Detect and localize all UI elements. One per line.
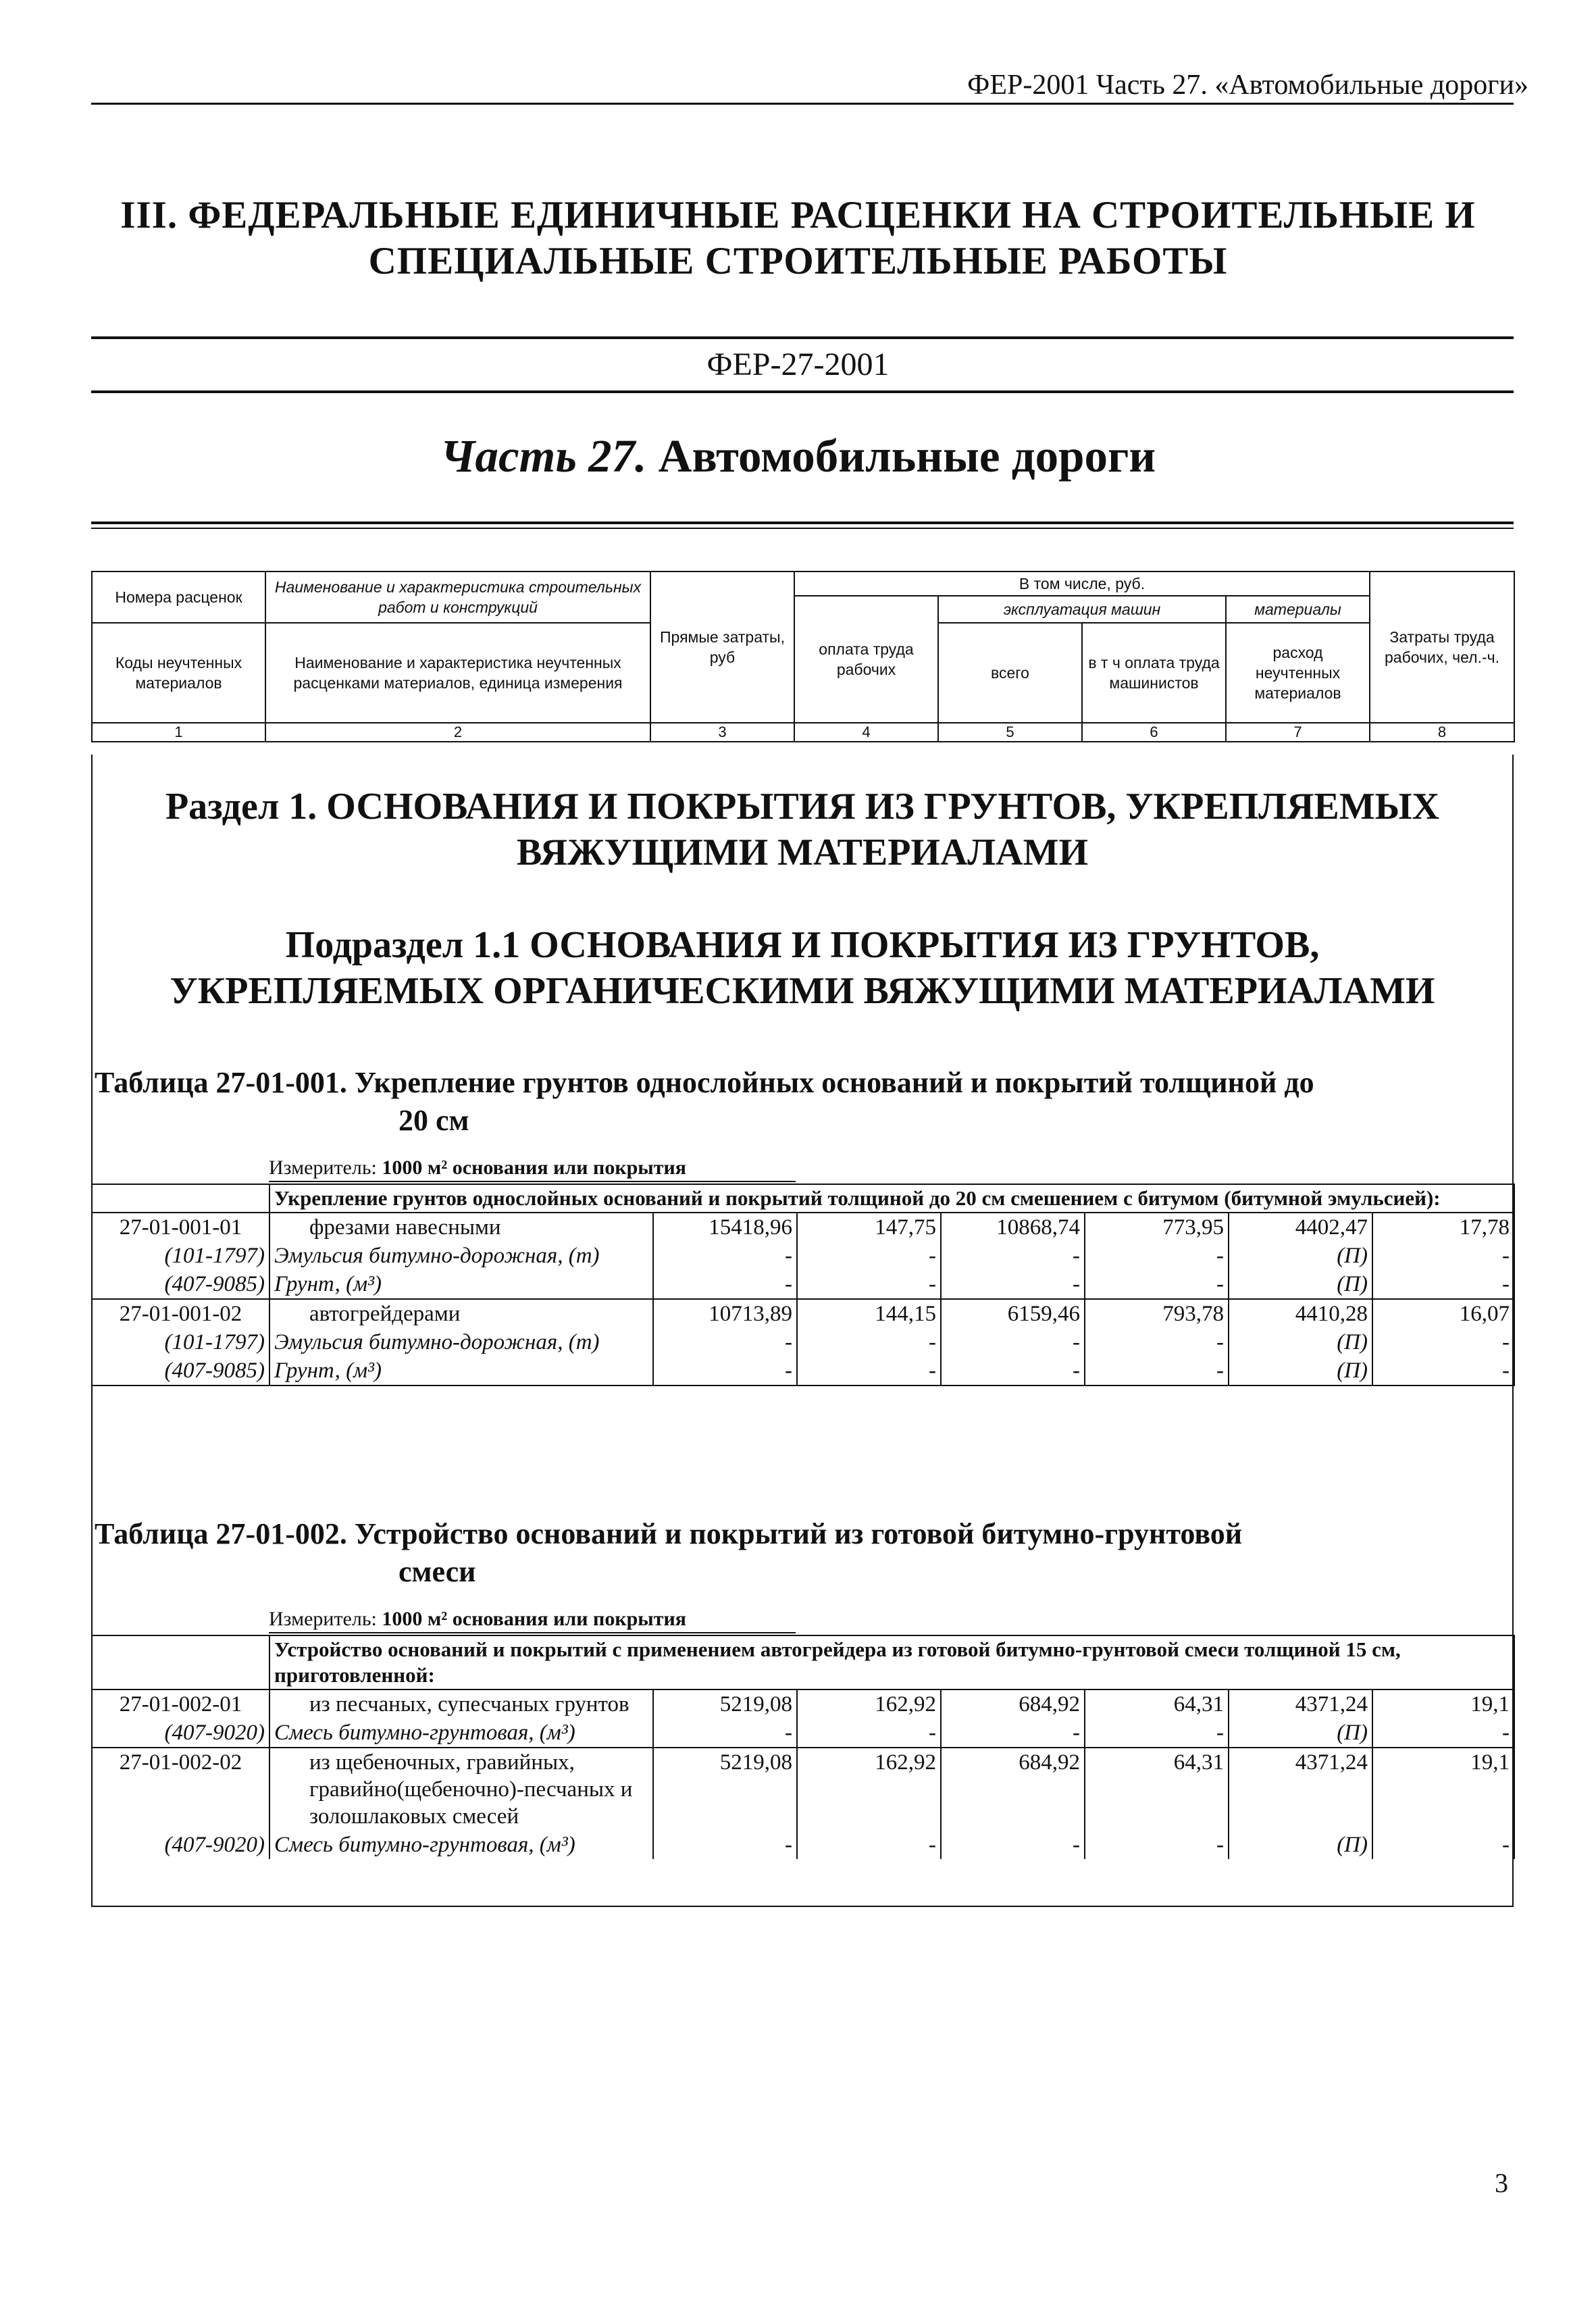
table1-measure-value: 1000 м² основания или покрытия [382, 1156, 686, 1179]
table2-group-row [92, 1635, 1514, 1689]
cell: (П) [1229, 1270, 1372, 1299]
rate-code: 27-01-002-01 [92, 1689, 269, 1719]
cell: - [941, 1270, 1085, 1299]
header-direct-costs: Прямые затраты, руб [650, 571, 794, 723]
chapter-title-line2: СПЕЦИАЛЬНЫЕ СТРОИТЕЛЬНЫЕ РАБОТЫ [368, 240, 1228, 282]
machines-wage: 793,78 [1085, 1299, 1229, 1328]
cell: - [653, 1356, 797, 1386]
wage: 144,15 [797, 1299, 941, 1328]
labor-costs: 19,1 [1372, 1689, 1514, 1719]
header-materials: материалы [1226, 596, 1370, 623]
table-row [92, 1831, 1514, 1859]
table-row [92, 1719, 1514, 1748]
material-name: Эмульсия битумно-дорожная, (т) [269, 1242, 653, 1270]
cell: - [797, 1356, 941, 1386]
table1-title [95, 1064, 1506, 1140]
table-row [92, 1328, 1514, 1356]
cell: - [797, 1270, 941, 1299]
machines-total: 684,92 [941, 1748, 1085, 1831]
part-title-text: Автомобильные дороги [658, 430, 1156, 482]
cell: (П) [1229, 1719, 1372, 1748]
direct-costs: 15418,96 [653, 1213, 797, 1242]
running-head: ФЕР-2001 Часть 27. «Автомобильные дороги» [967, 70, 1528, 101]
material-name: Эмульсия битумно-дорожная, (т) [269, 1328, 653, 1356]
header-machines: эксплуатация машин [938, 596, 1226, 623]
chapter-title [0, 193, 1596, 284]
cell: - [653, 1328, 797, 1356]
materials: 4371,24 [1229, 1689, 1372, 1719]
labor-costs: 17,78 [1372, 1213, 1514, 1242]
machines-total: 10868,74 [941, 1213, 1085, 1242]
chapter-title-line1: III. ФЕДЕРАЛЬНЫЕ ЕДИНИЧНЫЕ РАСЦЕНКИ НА СТРОИТЕЛЬНЫЕ И [120, 194, 1476, 236]
header-num-4: 4 [794, 723, 938, 742]
section-title-line2: ВЯЖУЩИМИ МАТЕРИАЛАМИ [516, 832, 1088, 873]
table2-title [95, 1515, 1506, 1591]
subsection-title-line2: УКРЕПЛЯЕМЫХ ОРГАНИЧЕСКИМИ ВЯЖУЩИМИ МАТЕРИАЛАМИ [170, 970, 1435, 1012]
cell: - [797, 1328, 941, 1356]
wage: 162,92 [797, 1748, 941, 1831]
cell: - [941, 1831, 1085, 1859]
code-title-rule-bottom [91, 390, 1514, 393]
material-code: (407-9085) [92, 1356, 269, 1386]
cell: - [1085, 1831, 1229, 1859]
cell: (П) [1229, 1356, 1372, 1386]
header-col2-bottom: Наименование и характеристика неучтенных расценками материалов, единица измерения [265, 623, 650, 723]
header-materials-usage: расход неучтенных материалов [1226, 623, 1370, 723]
part-title-rule-2 [91, 528, 1514, 529]
table1-title-line1: Таблица 27-01-001. Укрепление грунтов однослойных оснований и покрытий толщиной до [95, 1066, 1314, 1099]
cell: (П) [1229, 1831, 1372, 1859]
table-row [92, 1270, 1514, 1299]
cell: - [797, 1831, 941, 1859]
labor-costs: 19,1 [1372, 1748, 1514, 1831]
header-num-3: 3 [650, 723, 794, 742]
table-row [92, 1689, 1514, 1719]
code-title: ФЕР-27-2001 [706, 347, 890, 382]
wage: 162,92 [797, 1689, 941, 1719]
cell: - [1085, 1356, 1229, 1386]
material-code: (407-9085) [92, 1270, 269, 1299]
material-name: Смесь битумно-грунтовая, (м³) [269, 1719, 653, 1748]
table1-measure-label: Измеритель: [269, 1156, 377, 1179]
table2-title-line1: Таблица 27-01-002. Устройство оснований и покрытий из готовой битумно-грунтовой [95, 1517, 1243, 1550]
materials: 4371,24 [1229, 1748, 1372, 1831]
table2-title-line2: смеси [398, 1555, 476, 1588]
header-labor-costs: Затраты труда рабочих, чел.-ч. [1370, 571, 1514, 723]
header-including: В том числе, руб. [794, 571, 1370, 596]
column-header-table [91, 571, 1515, 742]
work-name: автогрейдерами [269, 1299, 653, 1328]
material-code: (101-1797) [92, 1242, 269, 1270]
code-title-rule-top [91, 336, 1514, 339]
material-name: Смесь битумно-грунтовая, (м³) [269, 1831, 653, 1859]
machines-total: 6159,46 [941, 1299, 1085, 1328]
cell: - [1372, 1831, 1514, 1859]
table1-group-row [92, 1184, 1514, 1213]
page-number: 3 [1495, 2168, 1508, 2198]
cell: - [1372, 1242, 1514, 1270]
subsection-title [91, 922, 1514, 1014]
table1-title-line2: 20 см [398, 1104, 469, 1137]
header-num-2: 2 [265, 723, 650, 742]
cell: - [1085, 1328, 1229, 1356]
cell: - [1372, 1719, 1514, 1748]
rate-code: 27-01-001-02 [92, 1299, 269, 1328]
header-num-5: 5 [938, 723, 1082, 742]
cell: - [653, 1242, 797, 1270]
section-title [91, 784, 1514, 875]
rate-code: 27-01-001-01 [92, 1213, 269, 1242]
table-row [92, 1213, 1514, 1242]
cell: - [1372, 1328, 1514, 1356]
header-num-6: 6 [1082, 723, 1226, 742]
cell: - [653, 1270, 797, 1299]
header-col2-top: Наименование и характеристика строительных работ и конструкций [265, 571, 650, 623]
header-num-8: 8 [1370, 723, 1514, 742]
materials: 4402,47 [1229, 1213, 1372, 1242]
table-row [92, 1299, 1514, 1328]
cell: - [1372, 1270, 1514, 1299]
part-title-rule-1 [91, 522, 1514, 524]
cell: - [1085, 1719, 1229, 1748]
cell: - [1085, 1242, 1229, 1270]
header-col1-bottom: Коды неучтенных материалов [92, 623, 265, 723]
direct-costs: 5219,08 [653, 1748, 797, 1831]
cell: - [797, 1719, 941, 1748]
cell: - [797, 1242, 941, 1270]
table1-group-heading: Укрепление грунтов однослойных оснований и покрытий толщиной до 20 см смешением с битумом (битумной эмульсией): [269, 1184, 1514, 1213]
cell: - [941, 1242, 1085, 1270]
table-row [92, 1748, 1514, 1831]
table2-data [91, 1635, 1515, 1859]
cell: - [941, 1719, 1085, 1748]
machines-wage: 64,31 [1085, 1748, 1229, 1831]
machines-total: 684,92 [941, 1689, 1085, 1719]
running-head-rule [91, 103, 1514, 105]
material-name: Грунт, (м³) [269, 1270, 653, 1299]
direct-costs: 10713,89 [653, 1299, 797, 1328]
work-name: из песчаных, супесчаных грунтов [269, 1689, 653, 1719]
table1-measure-underline [269, 1181, 796, 1182]
header-column-numbers [92, 723, 1514, 742]
work-name: из щебеночных, гравийных, гравийно(щебеночно)-песчаных и золошлаковых смесей [269, 1748, 653, 1831]
cell: - [1085, 1270, 1229, 1299]
header-machines-wage: в т ч оплата труда машинистов [1082, 623, 1226, 723]
wage: 147,75 [797, 1213, 941, 1242]
header-num-1: 1 [92, 723, 265, 742]
labor-costs: 16,07 [1372, 1299, 1514, 1328]
machines-wage: 773,95 [1085, 1213, 1229, 1242]
material-code: (101-1797) [92, 1328, 269, 1356]
machines-wage: 64,31 [1085, 1689, 1229, 1719]
table2-measure-value: 1000 м² основания или покрытия [382, 1608, 686, 1630]
materials: 4410,28 [1229, 1299, 1372, 1328]
table2-measure-label: Измеритель: [269, 1608, 377, 1630]
material-name: Грунт, (м³) [269, 1356, 653, 1386]
table2-measure [269, 1608, 686, 1631]
section-title-line1: Раздел 1. ОСНОВАНИЯ И ПОКРЫТИЯ ИЗ ГРУНТОВ, УКРЕПЛЯЕМЫХ [165, 786, 1440, 828]
material-code: (407-9020) [92, 1831, 269, 1859]
header-machines-total: всего [938, 623, 1082, 723]
header-num-7: 7 [1226, 723, 1370, 742]
cell: (П) [1229, 1242, 1372, 1270]
cell: - [941, 1356, 1085, 1386]
table-row [92, 1242, 1514, 1270]
table1-measure [269, 1156, 686, 1179]
cell: - [941, 1328, 1085, 1356]
work-name: фрезами навесными [269, 1213, 653, 1242]
direct-costs: 5219,08 [653, 1689, 797, 1719]
header-col1-top: Номера расценок [92, 571, 265, 623]
table2-group-heading: Устройство оснований и покрытий с применением автогрейдера из готовой битумно-грунтовой смеси толщиной 15 см, приготовленной: [269, 1635, 1514, 1689]
table2-measure-underline [269, 1632, 796, 1633]
header-wage: оплата труда рабочих [794, 596, 938, 723]
subsection-title-line1: Подраздел 1.1 ОСНОВАНИЯ И ПОКРЫТИЯ ИЗ ГРУНТОВ, [285, 924, 1320, 966]
table-row [92, 1356, 1514, 1386]
cell: - [653, 1719, 797, 1748]
table1-data [91, 1184, 1515, 1386]
rate-code: 27-01-002-02 [92, 1748, 269, 1831]
part-title-number: Часть 27. [440, 430, 647, 482]
cell: - [653, 1831, 797, 1859]
part-title [0, 430, 1596, 483]
cell: - [1372, 1356, 1514, 1386]
material-code: (407-9020) [92, 1719, 269, 1748]
cell: (П) [1229, 1328, 1372, 1356]
